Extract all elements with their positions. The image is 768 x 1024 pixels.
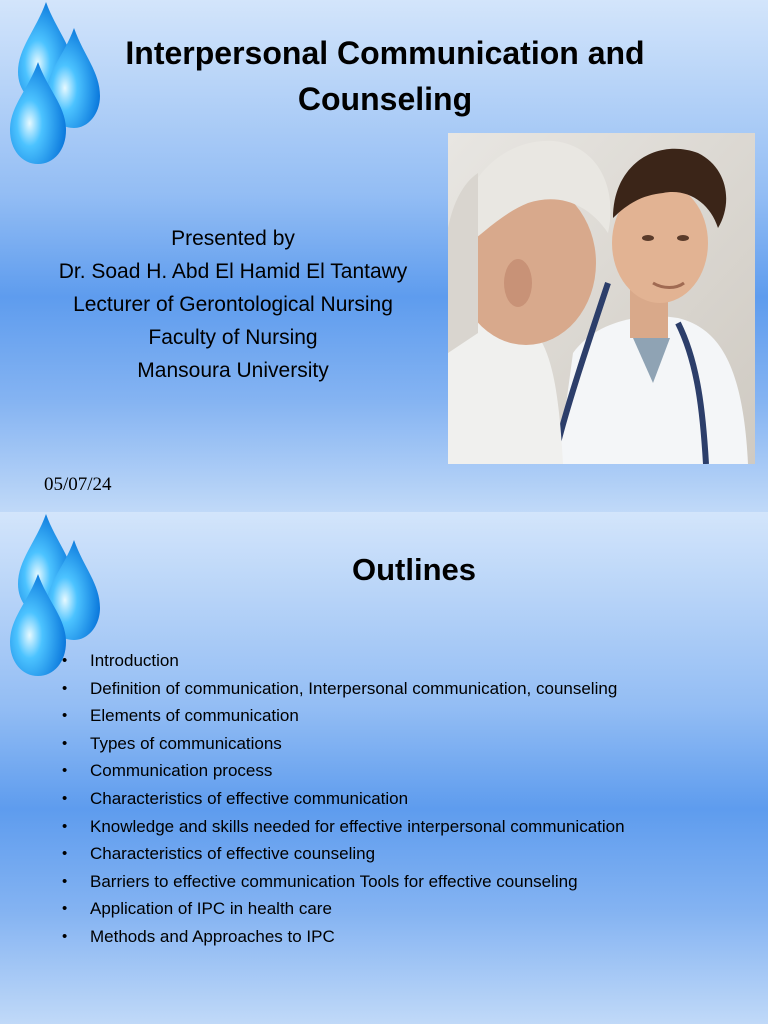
title-line-1: Interpersonal Communication and	[125, 35, 645, 71]
list-item-text: Communication process	[90, 761, 273, 781]
list-item	[62, 870, 625, 898]
bullet: •	[62, 734, 68, 752]
presenter-faculty: Faculty of Nursing	[148, 326, 318, 349]
list-item-text: Introduction	[90, 651, 179, 670]
list-item	[62, 815, 625, 843]
list-item-text: Definition of communication, Interpersonal communication, counseling	[90, 678, 618, 698]
list-item	[62, 842, 625, 870]
bullet: •	[62, 872, 68, 890]
list-item	[62, 897, 625, 925]
list-item	[62, 759, 625, 787]
presenter-university: Mansoura University	[137, 359, 329, 382]
list-item-text: Types of communications	[90, 733, 282, 753]
list-item	[62, 732, 625, 760]
list-item-text: Methods and Approaches to IPC	[90, 926, 335, 946]
list-item	[62, 704, 625, 732]
bullet: •	[62, 927, 68, 945]
list-item-text: Characteristics of effective counseling	[90, 844, 376, 864]
bullet: •	[62, 817, 68, 835]
outline-list	[62, 649, 625, 953]
list-item-text: Knowledge and skills needed for effective interpersonal communication	[90, 816, 625, 836]
list-item-text: Application of IPC in health care	[90, 899, 332, 919]
outlines-title: Outlines	[351, 552, 476, 587]
bullet: •	[62, 679, 68, 697]
list-item-text: Elements of communication	[90, 706, 299, 726]
presented-by: Presented by	[171, 227, 295, 250]
list-item	[62, 649, 625, 677]
slide-date: 05/07/24	[44, 474, 112, 495]
bullet: •	[62, 900, 68, 918]
bullet: •	[62, 845, 68, 863]
bullet: •	[62, 762, 68, 780]
slide-title	[70, 30, 700, 122]
presenter-info	[30, 222, 436, 387]
presenter-name: Dr. Soad H. Abd El Hamid El Tantawy	[58, 260, 408, 283]
list-item	[62, 677, 625, 705]
list-item-text: Characteristics of effective communication	[90, 788, 409, 808]
list-item-text: Barriers to effective communication Tools for effective counseling	[90, 871, 578, 891]
bullet: •	[62, 707, 68, 725]
bullet: •	[62, 789, 68, 807]
presenter-position: Lecturer of Gerontological Nursing	[73, 293, 393, 316]
list-item	[62, 925, 625, 953]
outlines-slide	[0, 512, 768, 1024]
list-item	[62, 787, 625, 815]
doctor-patient-photo	[448, 133, 755, 464]
title-line-2: Counseling	[297, 81, 473, 117]
bullet: •	[62, 652, 68, 669]
